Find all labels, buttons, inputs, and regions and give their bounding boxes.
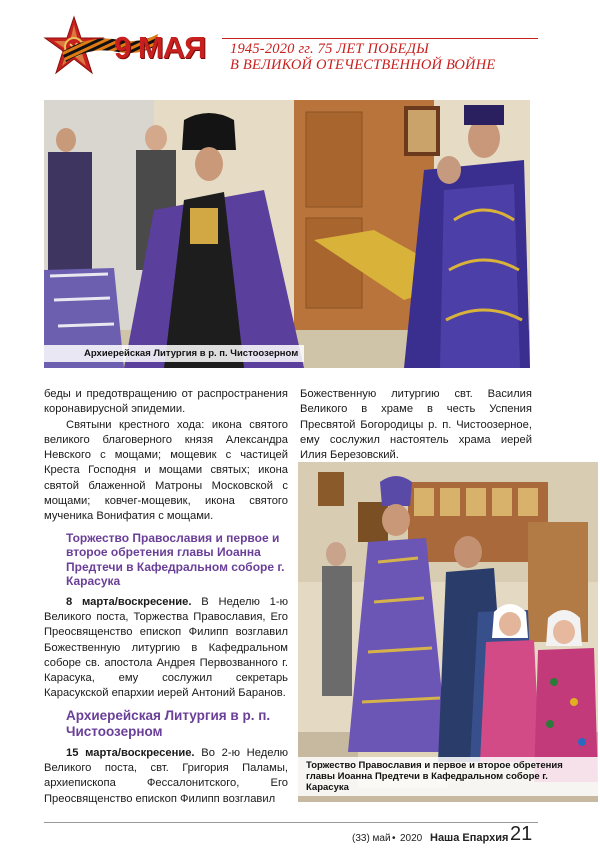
header-title-line-2: В ВЕЛИКОЙ ОТЕЧЕСТВЕННОЙ ВОЙНЕ <box>230 57 496 73</box>
page-header <box>0 0 600 92</box>
section-heading: Торжество Православия и первое и второе обретения главы Иоанна Предтечи в Кафедральном соборе г. Карасука <box>66 530 285 589</box>
section-heading: Архиерейская Литургия в р. п. Чистоозерном <box>66 707 271 739</box>
footer-divider <box>44 822 538 823</box>
victory-day-label: 9 МАЯ <box>114 30 206 65</box>
paragraph: Божественную литургию свт. Василия Великого в храме в честь Успения Пресвятой Богородицы р. п. Чистоозерное, ему сослужил настоятель храма иерей Илия Березовский. <box>300 388 532 462</box>
paragraph <box>44 746 288 807</box>
issue-year: 2020 <box>400 833 423 844</box>
magazine-title: Наша Епархия <box>430 832 509 844</box>
separator-dot: • <box>392 833 396 844</box>
paragraph: беды и предотвращению от распространения коронавирусной эпидемии. <box>44 388 288 416</box>
photo2-caption: Торжество Православия и первое и второе обретения главы Иоанна Предтечи в Кафедральном соборе г. Карасука <box>298 757 598 796</box>
photo1-illustration <box>44 100 530 368</box>
header-title-line-1: 1945-2020 гг. 75 ЛЕТ ПОБЕДЫ <box>230 41 429 57</box>
page-number: 21 <box>510 823 533 845</box>
paragraph-text: В Неделю 1-ю Великого поста, Торжества Православия, Его Преосвященство епископ Филипп возглавил Божественную литургию в Кафедральном соборе св. апостола Андрея Первозванного г. Карасука, ему сослужил секретарь Карасукской епархии иерей Антоний Баранов. <box>44 595 288 700</box>
left-column <box>44 387 288 807</box>
paragraph: Святыни крестного хода: икона святого великого благоверного князя Александра Невского с мощами; мощевик с частицей Креста Господня и мощами святых; икона святой блаженной Матроны Московской с мощами; ковчег-мощевик, икона святого мученика Вонифатия с мощами. <box>44 418 288 523</box>
photo1-caption: Архиерейская Литургия в р. п. Чистоозерном <box>44 345 304 362</box>
photo2-illustration <box>298 462 598 802</box>
issue-number: (33) май <box>352 833 391 844</box>
photo-triumph-of-orthodoxy <box>298 462 598 802</box>
paragraph-text: Во 2-ю Неделю Великого поста, свт. Григория Паламы, архиепископа Фессалонитского, Его Преосвященство епископ Филипп возглавил <box>44 746 289 805</box>
right-column <box>300 387 532 463</box>
photo-liturgy-chistoozernoe <box>44 100 530 368</box>
header-divider <box>222 38 538 39</box>
date-label: 8 марта/воскресение. <box>66 595 192 608</box>
date-label: 15 марта/воскресение. <box>66 746 195 759</box>
paragraph <box>44 595 288 702</box>
